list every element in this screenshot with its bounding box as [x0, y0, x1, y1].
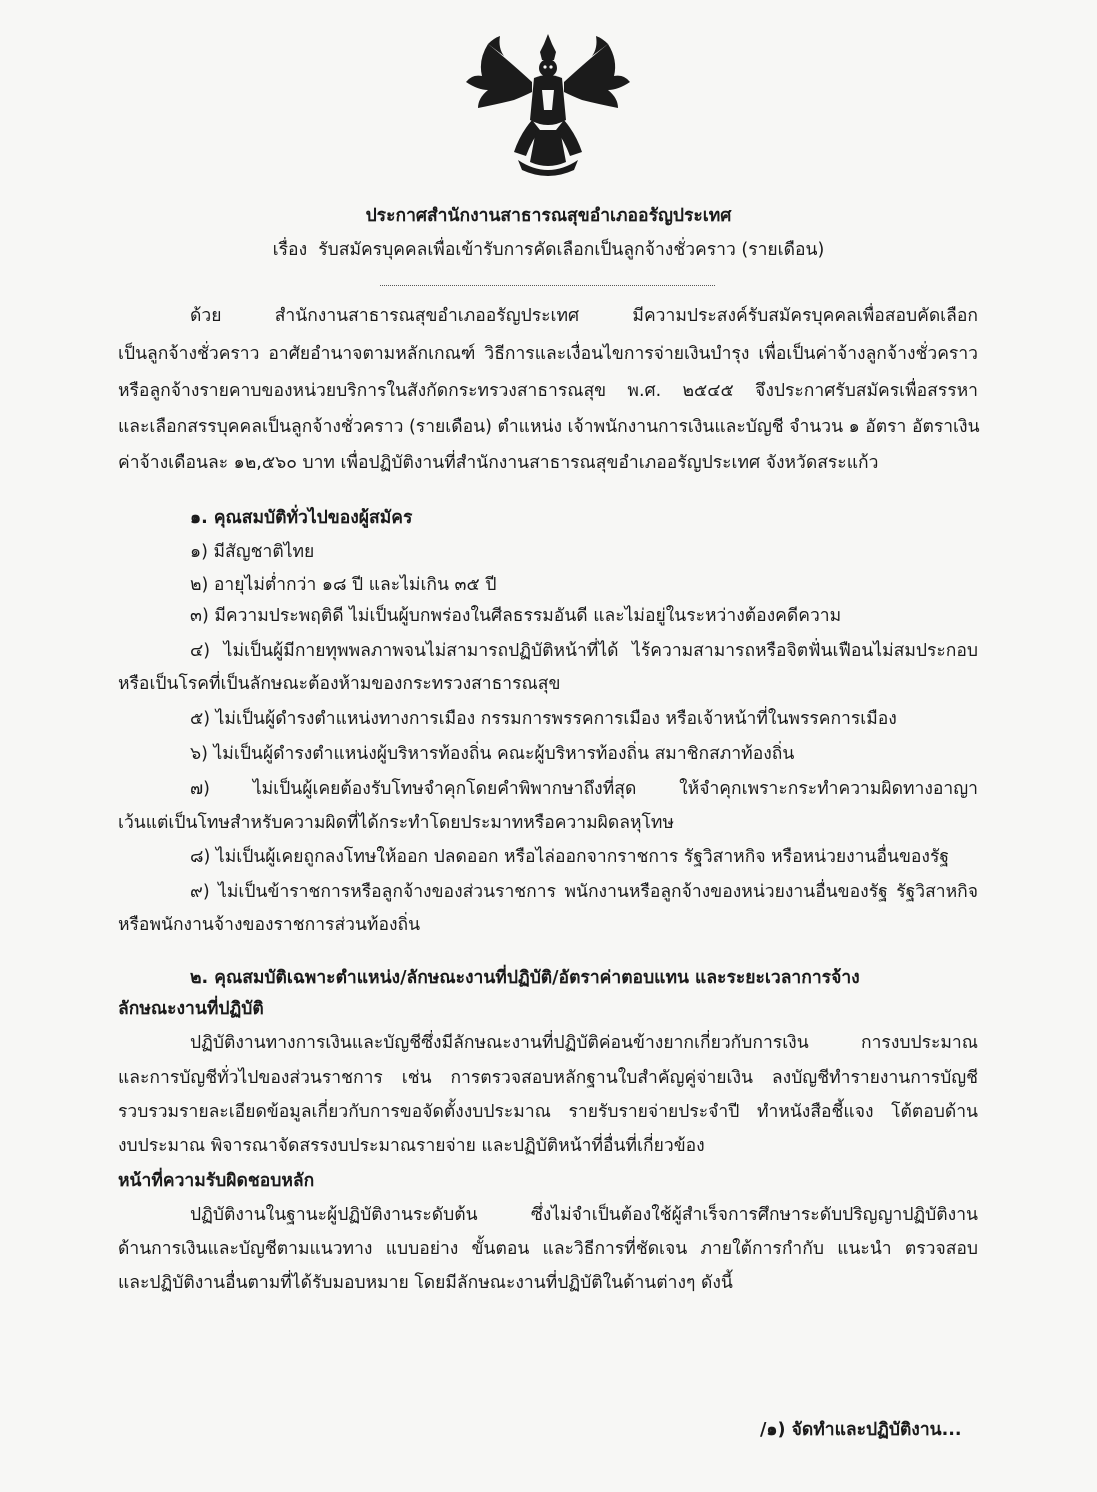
document-subject [0, 238, 1097, 262]
subject-text: รับสมัครบุคคลเพื่อเข้ารับการคัดเลือกเป็นลูกจ้างชั่วคราว (รายเดือน) [318, 240, 825, 260]
section2-para-line: รวบรวมรายละเอียดข้อมูลเกี่ยวกับการขอจัดตั้งงบประมาณ รายรับรายจ่ายประจำปี ทำหนังสือชี้แจง โต้ตอบด้าน [118, 1102, 978, 1122]
section1-item: ๓) มีความประพฤติดี ไม่เป็นผู้บกพร่องในศีลธรรมอันดี และไม่อยู่ในระหว่างต้องคดีความ [190, 606, 842, 626]
section1-item: ๗) ไม่เป็นผู้เคยต้องรับโทษจำคุกโดยคำพิพากษาถึงที่สุด ให้จำคุกเพราะกระทำความผิดทางอาญา [190, 779, 978, 799]
subject-label: เรื่อง [272, 240, 308, 260]
section1-item: ๖) ไม่เป็นผู้ดำรงตำแหน่งผู้บริหารท้องถิ่น คณะผู้บริหารท้องถิ่น สมาชิกสภาท้องถิ่น [190, 744, 795, 764]
section1-item: ๒) อายุไม่ต่ำกว่า ๑๘ ปี และไม่เกิน ๓๕ ปี [190, 575, 497, 595]
section1-item: ๕) ไม่เป็นผู้ดำรงตำแหน่งทางการเมือง กรรมการพรรคการเมือง หรือเจ้าหน้าที่ในพรรคการเมือง [190, 709, 897, 729]
section2-sub-responsibilities: หน้าที่ความรับผิดชอบหลัก [118, 1171, 315, 1191]
section1-item-cont: หรือเป็นโรคที่เป็นลักษณะต้องห้ามของกระทรวงสาธารณสุข [118, 674, 561, 694]
section2-para-line: งบประมาณ พิจารณาจัดสรรงบประมาณรายจ่าย และปฏิบัติหน้าที่อื่นที่เกี่ยวข้อง [118, 1136, 705, 1156]
section2-para-line: และการบัญชีทั่วไปของส่วนราชการ เช่น การตรวจสอบหลักฐานใบสำคัญคู่จ่ายเงิน ลงบัญชีทำรายงานการบัญชี [118, 1068, 978, 1088]
section2-para-line: และปฏิบัติงานอื่นตามที่ได้รับมอบหมาย โดยมีลักษณะงานที่ปฏิบัติในด้านต่างๆ ดังนี้ [118, 1273, 733, 1293]
section1-item: ๑) มีสัญชาติไทย [190, 542, 315, 562]
page-continuation: /๑) จัดทำและปฏิบัติงาน... [760, 1420, 962, 1440]
intro-line: และเลือกสรรบุคคลเป็นลูกจ้างชั่วคราว (รายเดือน) ตำแหน่ง เจ้าพนักงานการเงินและบัญชี จำนวน ๑ อัตรา อัตราเงิน [118, 417, 980, 437]
section1-heading: ๑. คุณสมบัติทั่วไปของผู้สมัคร [190, 508, 413, 528]
document-title: ประกาศสำนักงานสาธารณสุขอำเภออรัญประเทศ [365, 206, 732, 226]
section1-item-cont: หรือพนักงานจ้างของราชการส่วนท้องถิ่น [118, 915, 421, 935]
garuda-emblem-icon [448, 30, 648, 180]
section1-item: ๘) ไม่เป็นผู้เคยถูกลงโทษให้ออก ปลดออก หรือไล่ออกจากราชการ รัฐวิสาหกิจ หรือหน่วยงานอื่นของรัฐ [190, 847, 950, 867]
section2-heading: ๒. คุณสมบัติเฉพาะตำแหน่ง/ลักษณะงานที่ปฏิบัติ/อัตราค่าตอบแทน และระยะเวลาการจ้าง [190, 968, 860, 988]
section1-item-cont: เว้นแต่เป็นโทษสำหรับความผิดที่ได้กระทำโดยประมาทหรือความผิดลหุโทษ [118, 813, 674, 833]
section1-item: ๔) ไม่เป็นผู้มีกายทุพพลภาพจนไม่สามารถปฏิบัติหน้าที่ได้ ไร้ความสามารถหรือจิตฟั่นเฟือนไม่สมประกอบ [190, 641, 978, 661]
intro-line: เป็นลูกจ้างชั่วคราว อาศัยอำนาจตามหลักเกณฑ์ วิธีการและเงื่อนไขการจ่ายเงินบำรุง เพื่อเป็นค่าจ้างลูกจ้างชั่วคราว [118, 344, 978, 364]
intro-line: ค่าจ้างเดือนละ ๑๒,๕๖๐ บาท เพื่อปฏิบัติงานที่สำนักงานสาธารณสุขอำเภออรัญประเทศ จังหวัดสระแก้ว [118, 453, 879, 473]
intro-line: หรือลูกจ้างรายคาบของหน่วยบริการในสังกัดกระทรวงสาธารณสุข พ.ศ. ๒๕๔๕ จึงประกาศรับสมัครเพื่อสรรหา [118, 381, 978, 401]
intro-line: ด้วย สำนักงานสาธารณสุขอำเภออรัญประเทศ มีความประสงค์รับสมัครบุคคลเพื่อสอบคัดเลือก [190, 306, 978, 326]
section2-para-line: ปฏิบัติงานในฐานะผู้ปฏิบัติงานระดับต้น ซึ่งไม่จำเป็นต้องใช้ผู้สำเร็จการศึกษาระดับปริญญาปฏิบัติงาน [190, 1205, 978, 1225]
section1-item: ๙) ไม่เป็นข้าราชการหรือลูกจ้างของส่วนราชการ พนักงานหรือลูกจ้างของหน่วยงานอื่นของรัฐ รัฐวิสาหกิจ [190, 882, 978, 902]
section2-sub-duties: ลักษณะงานที่ปฏิบัติ [118, 999, 264, 1019]
section2-para-line: ด้านการเงินและบัญชีตามแนวทาง แบบอย่าง ขั้นตอน และวิธีการที่ชัดเจน ภายใต้การกำกับ แนะนำ ตรวจสอบ [118, 1239, 978, 1259]
section2-para-line: ปฏิบัติงานทางการเงินและบัญชีซึ่งมีลักษณะงานที่ปฏิบัติค่อนข้างยากเกี่ยวกับการเงิน การงบประมาณ [190, 1033, 978, 1053]
header-divider [380, 285, 715, 286]
